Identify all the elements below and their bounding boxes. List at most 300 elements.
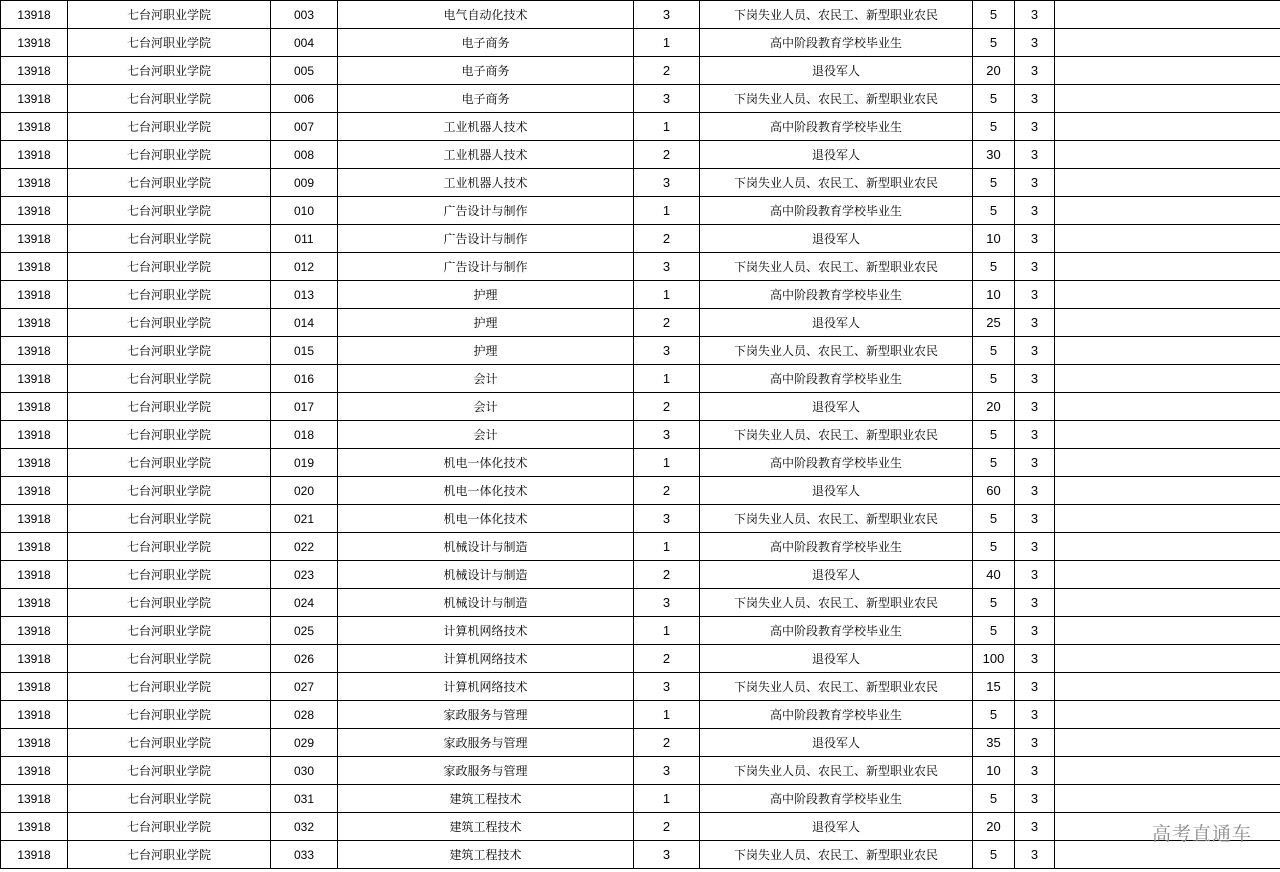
school-code-cell: 13918 bbox=[1, 85, 68, 113]
note-cell bbox=[1055, 337, 1280, 365]
major-code-cell: 030 bbox=[271, 757, 338, 785]
major-name-cell: 建筑工程技术 bbox=[338, 813, 634, 841]
major-name-cell: 家政服务与管理 bbox=[338, 757, 634, 785]
school-code-cell: 13918 bbox=[1, 1, 68, 29]
note-cell bbox=[1055, 253, 1280, 281]
table-row bbox=[1, 645, 1280, 673]
school-name-cell: 七台河职业学院 bbox=[68, 169, 271, 197]
note-cell bbox=[1055, 197, 1280, 225]
years-cell: 3 bbox=[1015, 673, 1055, 701]
major-name-cell: 会计 bbox=[338, 421, 634, 449]
school-code-cell: 13918 bbox=[1, 673, 68, 701]
quota-cell: 20 bbox=[973, 813, 1015, 841]
school-name-cell: 七台河职业学院 bbox=[68, 477, 271, 505]
note-cell bbox=[1055, 57, 1280, 85]
target-group-cell: 退役军人 bbox=[700, 813, 973, 841]
school-code-cell: 13918 bbox=[1, 309, 68, 337]
major-name-cell: 工业机器人技术 bbox=[338, 113, 634, 141]
school-name-cell: 七台河职业学院 bbox=[68, 57, 271, 85]
school-code-cell: 13918 bbox=[1, 785, 68, 813]
years-cell: 3 bbox=[1015, 449, 1055, 477]
school-name-cell: 七台河职业学院 bbox=[68, 729, 271, 757]
target-group-cell: 高中阶段教育学校毕业生 bbox=[700, 365, 973, 393]
target-group-cell: 下岗失业人员、农民工、新型职业农民 bbox=[700, 589, 973, 617]
category-cell: 3 bbox=[634, 421, 700, 449]
school-name-cell: 七台河职业学院 bbox=[68, 1, 271, 29]
table-row bbox=[1, 421, 1280, 449]
target-group-cell: 退役军人 bbox=[700, 561, 973, 589]
target-group-cell: 退役军人 bbox=[700, 729, 973, 757]
major-name-cell: 家政服务与管理 bbox=[338, 701, 634, 729]
table-row bbox=[1, 225, 1280, 253]
quota-cell: 5 bbox=[973, 85, 1015, 113]
school-name-cell: 七台河职业学院 bbox=[68, 673, 271, 701]
note-cell bbox=[1055, 393, 1280, 421]
school-code-cell: 13918 bbox=[1, 365, 68, 393]
major-code-cell: 009 bbox=[271, 169, 338, 197]
quota-cell: 5 bbox=[973, 589, 1015, 617]
school-code-cell: 13918 bbox=[1, 225, 68, 253]
major-code-cell: 025 bbox=[271, 617, 338, 645]
school-name-cell: 七台河职业学院 bbox=[68, 281, 271, 309]
school-code-cell: 13918 bbox=[1, 701, 68, 729]
note-cell bbox=[1055, 421, 1280, 449]
major-name-cell: 电气自动化技术 bbox=[338, 1, 634, 29]
school-name-cell: 七台河职业学院 bbox=[68, 309, 271, 337]
major-code-cell: 007 bbox=[271, 113, 338, 141]
target-group-cell: 高中阶段教育学校毕业生 bbox=[700, 113, 973, 141]
school-code-cell: 13918 bbox=[1, 505, 68, 533]
years-cell: 3 bbox=[1015, 757, 1055, 785]
category-cell: 3 bbox=[634, 1, 700, 29]
major-code-cell: 021 bbox=[271, 505, 338, 533]
quota-cell: 5 bbox=[973, 841, 1015, 869]
table-row bbox=[1, 729, 1280, 757]
major-name-cell: 广告设计与制作 bbox=[338, 253, 634, 281]
school-code-cell: 13918 bbox=[1, 141, 68, 169]
target-group-cell: 高中阶段教育学校毕业生 bbox=[700, 449, 973, 477]
school-name-cell: 七台河职业学院 bbox=[68, 757, 271, 785]
years-cell: 3 bbox=[1015, 477, 1055, 505]
table-row bbox=[1, 309, 1280, 337]
table-row bbox=[1, 477, 1280, 505]
years-cell: 3 bbox=[1015, 421, 1055, 449]
years-cell: 3 bbox=[1015, 337, 1055, 365]
category-cell: 1 bbox=[634, 113, 700, 141]
table-row bbox=[1, 85, 1280, 113]
category-cell: 3 bbox=[634, 673, 700, 701]
quota-cell: 5 bbox=[973, 253, 1015, 281]
school-name-cell: 七台河职业学院 bbox=[68, 645, 271, 673]
target-group-cell: 下岗失业人员、农民工、新型职业农民 bbox=[700, 1, 973, 29]
table-row bbox=[1, 561, 1280, 589]
target-group-cell: 退役军人 bbox=[700, 57, 973, 85]
years-cell: 3 bbox=[1015, 29, 1055, 57]
school-code-cell: 13918 bbox=[1, 449, 68, 477]
school-code-cell: 13918 bbox=[1, 813, 68, 841]
note-cell bbox=[1055, 365, 1280, 393]
major-code-cell: 029 bbox=[271, 729, 338, 757]
school-name-cell: 七台河职业学院 bbox=[68, 253, 271, 281]
note-cell bbox=[1055, 477, 1280, 505]
years-cell: 3 bbox=[1015, 225, 1055, 253]
major-code-cell: 014 bbox=[271, 309, 338, 337]
years-cell: 3 bbox=[1015, 141, 1055, 169]
target-group-cell: 下岗失业人员、农民工、新型职业农民 bbox=[700, 169, 973, 197]
note-cell bbox=[1055, 673, 1280, 701]
quota-cell: 5 bbox=[973, 113, 1015, 141]
major-code-cell: 006 bbox=[271, 85, 338, 113]
school-name-cell: 七台河职业学院 bbox=[68, 533, 271, 561]
quota-cell: 15 bbox=[973, 673, 1015, 701]
quota-cell: 5 bbox=[973, 701, 1015, 729]
table-row bbox=[1, 533, 1280, 561]
major-code-cell: 010 bbox=[271, 197, 338, 225]
category-cell: 3 bbox=[634, 85, 700, 113]
years-cell: 3 bbox=[1015, 533, 1055, 561]
school-name-cell: 七台河职业学院 bbox=[68, 365, 271, 393]
major-name-cell: 建筑工程技术 bbox=[338, 841, 634, 869]
school-name-cell: 七台河职业学院 bbox=[68, 449, 271, 477]
quota-cell: 5 bbox=[973, 365, 1015, 393]
quota-cell: 20 bbox=[973, 393, 1015, 421]
school-code-cell: 13918 bbox=[1, 841, 68, 869]
note-cell bbox=[1055, 449, 1280, 477]
table-row bbox=[1, 113, 1280, 141]
target-group-cell: 高中阶段教育学校毕业生 bbox=[700, 281, 973, 309]
quota-cell: 5 bbox=[973, 1, 1015, 29]
target-group-cell: 高中阶段教育学校毕业生 bbox=[700, 533, 973, 561]
school-name-cell: 七台河职业学院 bbox=[68, 785, 271, 813]
table-row bbox=[1, 29, 1280, 57]
note-cell bbox=[1055, 225, 1280, 253]
quota-cell: 5 bbox=[973, 421, 1015, 449]
major-name-cell: 机械设计与制造 bbox=[338, 561, 634, 589]
school-name-cell: 七台河职业学院 bbox=[68, 85, 271, 113]
school-name-cell: 七台河职业学院 bbox=[68, 813, 271, 841]
major-code-cell: 028 bbox=[271, 701, 338, 729]
note-cell bbox=[1055, 505, 1280, 533]
target-group-cell: 退役军人 bbox=[700, 309, 973, 337]
note-cell bbox=[1055, 113, 1280, 141]
category-cell: 3 bbox=[634, 589, 700, 617]
years-cell: 3 bbox=[1015, 309, 1055, 337]
category-cell: 2 bbox=[634, 561, 700, 589]
quota-cell: 30 bbox=[973, 141, 1015, 169]
note-cell bbox=[1055, 85, 1280, 113]
major-name-cell: 机电一体化技术 bbox=[338, 477, 634, 505]
major-name-cell: 工业机器人技术 bbox=[338, 141, 634, 169]
category-cell: 2 bbox=[634, 309, 700, 337]
years-cell: 3 bbox=[1015, 1, 1055, 29]
years-cell: 3 bbox=[1015, 701, 1055, 729]
table-row bbox=[1, 673, 1280, 701]
quota-cell: 5 bbox=[973, 505, 1015, 533]
category-cell: 2 bbox=[634, 645, 700, 673]
school-name-cell: 七台河职业学院 bbox=[68, 225, 271, 253]
years-cell: 3 bbox=[1015, 57, 1055, 85]
quota-cell: 5 bbox=[973, 29, 1015, 57]
category-cell: 3 bbox=[634, 841, 700, 869]
major-code-cell: 004 bbox=[271, 29, 338, 57]
major-code-cell: 032 bbox=[271, 813, 338, 841]
major-name-cell: 电子商务 bbox=[338, 29, 634, 57]
target-group-cell: 退役军人 bbox=[700, 141, 973, 169]
major-name-cell: 会计 bbox=[338, 365, 634, 393]
major-code-cell: 024 bbox=[271, 589, 338, 617]
category-cell: 1 bbox=[634, 617, 700, 645]
school-name-cell: 七台河职业学院 bbox=[68, 141, 271, 169]
table-row bbox=[1, 589, 1280, 617]
category-cell: 1 bbox=[634, 281, 700, 309]
target-group-cell: 下岗失业人员、农民工、新型职业农民 bbox=[700, 337, 973, 365]
school-code-cell: 13918 bbox=[1, 337, 68, 365]
years-cell: 3 bbox=[1015, 841, 1055, 869]
note-cell bbox=[1055, 785, 1280, 813]
table-row bbox=[1, 393, 1280, 421]
school-name-cell: 七台河职业学院 bbox=[68, 113, 271, 141]
major-name-cell: 建筑工程技术 bbox=[338, 785, 634, 813]
years-cell: 3 bbox=[1015, 785, 1055, 813]
table-row bbox=[1, 169, 1280, 197]
school-code-cell: 13918 bbox=[1, 169, 68, 197]
table-row bbox=[1, 841, 1280, 869]
target-group-cell: 退役军人 bbox=[700, 225, 973, 253]
years-cell: 3 bbox=[1015, 85, 1055, 113]
school-code-cell: 13918 bbox=[1, 393, 68, 421]
school-name-cell: 七台河职业学院 bbox=[68, 701, 271, 729]
target-group-cell: 下岗失业人员、农民工、新型职业农民 bbox=[700, 841, 973, 869]
category-cell: 3 bbox=[634, 757, 700, 785]
years-cell: 3 bbox=[1015, 393, 1055, 421]
school-code-cell: 13918 bbox=[1, 253, 68, 281]
years-cell: 3 bbox=[1015, 113, 1055, 141]
major-name-cell: 电子商务 bbox=[338, 57, 634, 85]
target-group-cell: 下岗失业人员、农民工、新型职业农民 bbox=[700, 85, 973, 113]
school-name-cell: 七台河职业学院 bbox=[68, 421, 271, 449]
category-cell: 2 bbox=[634, 729, 700, 757]
category-cell: 3 bbox=[634, 253, 700, 281]
quota-cell: 20 bbox=[973, 57, 1015, 85]
major-name-cell: 计算机网络技术 bbox=[338, 617, 634, 645]
years-cell: 3 bbox=[1015, 253, 1055, 281]
category-cell: 2 bbox=[634, 225, 700, 253]
quota-cell: 5 bbox=[973, 197, 1015, 225]
quota-cell: 5 bbox=[973, 617, 1015, 645]
years-cell: 3 bbox=[1015, 729, 1055, 757]
quota-cell: 5 bbox=[973, 337, 1015, 365]
target-group-cell: 退役军人 bbox=[700, 477, 973, 505]
school-code-cell: 13918 bbox=[1, 617, 68, 645]
school-name-cell: 七台河职业学院 bbox=[68, 197, 271, 225]
major-code-cell: 019 bbox=[271, 449, 338, 477]
years-cell: 3 bbox=[1015, 197, 1055, 225]
major-code-cell: 008 bbox=[271, 141, 338, 169]
major-code-cell: 015 bbox=[271, 337, 338, 365]
years-cell: 3 bbox=[1015, 505, 1055, 533]
major-name-cell: 会计 bbox=[338, 393, 634, 421]
school-code-cell: 13918 bbox=[1, 589, 68, 617]
note-cell bbox=[1055, 141, 1280, 169]
quota-cell: 100 bbox=[973, 645, 1015, 673]
target-group-cell: 高中阶段教育学校毕业生 bbox=[700, 197, 973, 225]
major-code-cell: 023 bbox=[271, 561, 338, 589]
quota-cell: 5 bbox=[973, 533, 1015, 561]
quota-cell: 5 bbox=[973, 449, 1015, 477]
school-code-cell: 13918 bbox=[1, 113, 68, 141]
major-name-cell: 护理 bbox=[338, 281, 634, 309]
years-cell: 3 bbox=[1015, 645, 1055, 673]
category-cell: 1 bbox=[634, 365, 700, 393]
note-cell bbox=[1055, 533, 1280, 561]
note-cell bbox=[1055, 701, 1280, 729]
quota-cell: 10 bbox=[973, 757, 1015, 785]
category-cell: 2 bbox=[634, 477, 700, 505]
major-name-cell: 计算机网络技术 bbox=[338, 645, 634, 673]
major-code-cell: 033 bbox=[271, 841, 338, 869]
table-row bbox=[1, 337, 1280, 365]
target-group-cell: 高中阶段教育学校毕业生 bbox=[700, 617, 973, 645]
major-name-cell: 工业机器人技术 bbox=[338, 169, 634, 197]
target-group-cell: 下岗失业人员、农民工、新型职业农民 bbox=[700, 253, 973, 281]
school-name-cell: 七台河职业学院 bbox=[68, 617, 271, 645]
major-code-cell: 031 bbox=[271, 785, 338, 813]
quota-cell: 5 bbox=[973, 169, 1015, 197]
note-cell bbox=[1055, 645, 1280, 673]
note-cell bbox=[1055, 309, 1280, 337]
school-code-cell: 13918 bbox=[1, 533, 68, 561]
note-cell bbox=[1055, 589, 1280, 617]
years-cell: 3 bbox=[1015, 365, 1055, 393]
watermark-text: 高考直通车 bbox=[1151, 823, 1252, 845]
quota-cell: 40 bbox=[973, 561, 1015, 589]
major-code-cell: 013 bbox=[271, 281, 338, 309]
note-cell bbox=[1055, 757, 1280, 785]
years-cell: 3 bbox=[1015, 281, 1055, 309]
major-code-cell: 003 bbox=[271, 1, 338, 29]
school-code-cell: 13918 bbox=[1, 729, 68, 757]
category-cell: 2 bbox=[634, 813, 700, 841]
major-name-cell: 家政服务与管理 bbox=[338, 729, 634, 757]
category-cell: 3 bbox=[634, 169, 700, 197]
major-name-cell: 计算机网络技术 bbox=[338, 673, 634, 701]
major-code-cell: 026 bbox=[271, 645, 338, 673]
major-name-cell: 护理 bbox=[338, 337, 634, 365]
note-cell bbox=[1055, 281, 1280, 309]
table-row bbox=[1, 701, 1280, 729]
school-code-cell: 13918 bbox=[1, 477, 68, 505]
major-code-cell: 022 bbox=[271, 533, 338, 561]
major-code-cell: 005 bbox=[271, 57, 338, 85]
table-row bbox=[1, 57, 1280, 85]
category-cell: 3 bbox=[634, 337, 700, 365]
major-code-cell: 011 bbox=[271, 225, 338, 253]
table-row bbox=[1, 505, 1280, 533]
major-code-cell: 016 bbox=[271, 365, 338, 393]
school-name-cell: 七台河职业学院 bbox=[68, 505, 271, 533]
school-code-cell: 13918 bbox=[1, 757, 68, 785]
school-code-cell: 13918 bbox=[1, 29, 68, 57]
note-cell bbox=[1055, 561, 1280, 589]
school-code-cell: 13918 bbox=[1, 561, 68, 589]
school-name-cell: 七台河职业学院 bbox=[68, 589, 271, 617]
table-row bbox=[1, 449, 1280, 477]
school-name-cell: 七台河职业学院 bbox=[68, 29, 271, 57]
table-body bbox=[1, 1, 1280, 869]
table-row bbox=[1, 757, 1280, 785]
target-group-cell: 高中阶段教育学校毕业生 bbox=[700, 701, 973, 729]
years-cell: 3 bbox=[1015, 589, 1055, 617]
table-row bbox=[1, 365, 1280, 393]
quota-cell: 10 bbox=[973, 225, 1015, 253]
note-cell bbox=[1055, 169, 1280, 197]
note-cell bbox=[1055, 29, 1280, 57]
note-cell bbox=[1055, 617, 1280, 645]
category-cell: 1 bbox=[634, 701, 700, 729]
school-name-cell: 七台河职业学院 bbox=[68, 337, 271, 365]
category-cell: 2 bbox=[634, 141, 700, 169]
table-row bbox=[1, 785, 1280, 813]
school-code-cell: 13918 bbox=[1, 281, 68, 309]
major-name-cell: 机械设计与制造 bbox=[338, 533, 634, 561]
category-cell: 2 bbox=[634, 393, 700, 421]
years-cell: 3 bbox=[1015, 561, 1055, 589]
years-cell: 3 bbox=[1015, 617, 1055, 645]
table-row bbox=[1, 197, 1280, 225]
quota-cell: 5 bbox=[973, 785, 1015, 813]
target-group-cell: 下岗失业人员、农民工、新型职业农民 bbox=[700, 757, 973, 785]
school-name-cell: 七台河职业学院 bbox=[68, 393, 271, 421]
target-group-cell: 下岗失业人员、农民工、新型职业农民 bbox=[700, 421, 973, 449]
target-group-cell: 高中阶段教育学校毕业生 bbox=[700, 785, 973, 813]
major-code-cell: 017 bbox=[271, 393, 338, 421]
target-group-cell: 退役军人 bbox=[700, 393, 973, 421]
major-name-cell: 机电一体化技术 bbox=[338, 505, 634, 533]
school-code-cell: 13918 bbox=[1, 57, 68, 85]
major-code-cell: 012 bbox=[271, 253, 338, 281]
major-name-cell: 护理 bbox=[338, 309, 634, 337]
major-code-cell: 020 bbox=[271, 477, 338, 505]
target-group-cell: 高中阶段教育学校毕业生 bbox=[700, 29, 973, 57]
quota-cell: 10 bbox=[973, 281, 1015, 309]
note-cell bbox=[1055, 729, 1280, 757]
major-name-cell: 广告设计与制作 bbox=[338, 197, 634, 225]
major-name-cell: 机电一体化技术 bbox=[338, 449, 634, 477]
table-row bbox=[1, 617, 1280, 645]
school-code-cell: 13918 bbox=[1, 645, 68, 673]
major-code-cell: 018 bbox=[271, 421, 338, 449]
note-cell bbox=[1055, 1, 1280, 29]
school-code-cell: 13918 bbox=[1, 421, 68, 449]
category-cell: 1 bbox=[634, 449, 700, 477]
quota-cell: 35 bbox=[973, 729, 1015, 757]
category-cell: 1 bbox=[634, 197, 700, 225]
major-name-cell: 电子商务 bbox=[338, 85, 634, 113]
school-name-cell: 七台河职业学院 bbox=[68, 841, 271, 869]
category-cell: 1 bbox=[634, 785, 700, 813]
category-cell: 3 bbox=[634, 505, 700, 533]
school-code-cell: 13918 bbox=[1, 197, 68, 225]
target-group-cell: 下岗失业人员、农民工、新型职业农民 bbox=[700, 505, 973, 533]
table-row bbox=[1, 281, 1280, 309]
years-cell: 3 bbox=[1015, 813, 1055, 841]
table-row bbox=[1, 141, 1280, 169]
years-cell: 3 bbox=[1015, 169, 1055, 197]
category-cell: 1 bbox=[634, 29, 700, 57]
quota-cell: 60 bbox=[973, 477, 1015, 505]
table-row bbox=[1, 253, 1280, 281]
category-cell: 1 bbox=[634, 533, 700, 561]
